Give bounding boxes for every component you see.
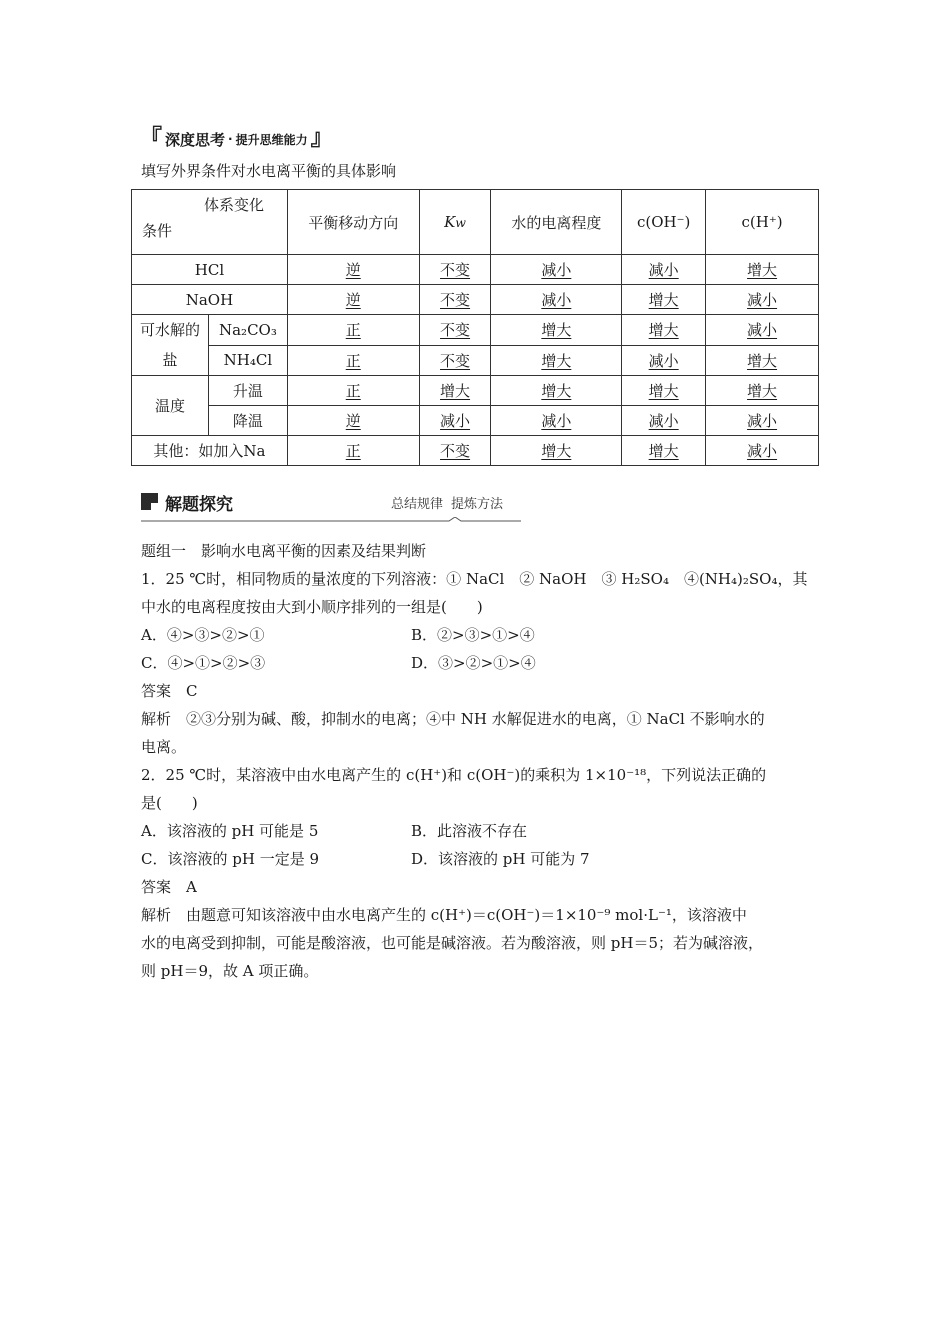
header-c-h: c(H⁺)	[706, 190, 819, 255]
q1-option-c: C．④>①>②>③	[141, 654, 266, 672]
q1-analysis-line1: 解析 ②③分别为碱、酸，抑制水的电离；④中 NH 水解促进水的电离，① NaCl 不影响水的	[141, 710, 765, 728]
cell-degree: 增大	[541, 442, 572, 460]
cell-c-oh: 增大	[648, 321, 679, 340]
row-label: NaOH	[132, 285, 288, 315]
q1-stem-line1: 1．25 ℃时，相同物质的量浓度的下列溶液：① NaCl ② NaOH ③ H₂SO₄ ④(NH₄)₂SO₄，其	[141, 570, 808, 588]
table-row	[132, 345, 819, 376]
row-label: NH₄Cl	[208, 345, 287, 376]
q2-option-c: C．该溶液的 pH 一定是 9	[141, 850, 320, 868]
row-label: 降温	[208, 406, 287, 436]
cell-degree: 增大	[541, 321, 572, 340]
cell-degree: 增大	[541, 351, 572, 370]
cell-shift: 逆	[345, 261, 361, 279]
table-header-row	[132, 190, 819, 255]
cell-kw: 不变	[440, 351, 471, 370]
q2-answer: 答案 A	[141, 878, 197, 896]
title-separator: ·	[228, 132, 233, 146]
q2-options-cd	[141, 845, 821, 873]
q2-option-a: A．该溶液的 pH 可能是 5	[141, 822, 319, 840]
q2-options-ab	[141, 817, 821, 845]
q2-analysis-line3: 则 pH＝9，故 A 项正确。	[141, 962, 319, 980]
cell-degree: 增大	[541, 382, 572, 400]
cell-c-oh: 增大	[648, 291, 679, 309]
header-c-oh: c(OH⁻)	[622, 190, 706, 255]
cell-c-h: 减小	[747, 291, 778, 309]
right-bracket-icon: 』	[310, 126, 333, 151]
q2-stem-line2: 是( )	[141, 794, 198, 812]
section-divider	[141, 517, 521, 525]
deep-thinking-title: 深度思考	[165, 130, 226, 149]
q1-stem-line2: 中水的电离程度按由大到小顺序排列的一组是( )	[141, 598, 483, 616]
diagonal-header-cell	[132, 190, 288, 255]
q2-analysis-line2: 水的电离受到抑制，可能是酸溶液，也可能是碱溶液。若为酸溶液，则 pH＝5；若为碱溶液，	[141, 934, 763, 952]
cell-c-h: 增大	[747, 351, 778, 370]
header-shift: 平衡移动方向	[287, 190, 419, 255]
header-ionization-degree: 水的电离程度	[491, 190, 622, 255]
q2-analysis-line1: 解析 由题意可知该溶液中由水电离产生的 c(H⁺)＝c(OH⁻)＝1×10⁻⁹ mol·L⁻¹，该溶液中	[141, 906, 747, 924]
q1-options-cd	[141, 649, 821, 677]
q1-options-ab	[141, 621, 821, 649]
cell-c-oh: 增大	[648, 382, 679, 400]
table-instruction: 填写外界条件对水电离平衡的具体影响	[141, 162, 397, 180]
cell-c-h: 增大	[747, 261, 778, 279]
q2-stem-line1: 2．25 ℃时，某溶液中由水电离产生的 c(H⁺)和 c(OH⁻)的乘积为 1×10⁻¹⁸，下列说法正确的	[141, 766, 767, 784]
cell-shift: 逆	[345, 291, 361, 309]
table-row	[132, 255, 819, 285]
q2-option-b: B．此溶液不存在	[411, 822, 528, 840]
header-system-change: 体系变化	[204, 196, 265, 214]
cell-c-oh: 增大	[648, 442, 679, 460]
cell-c-h: 减小	[747, 412, 778, 430]
q1-answer: 答案 C	[141, 682, 198, 700]
row-label: HCl	[132, 255, 288, 285]
cell-c-oh: 减小	[648, 412, 679, 430]
cell-degree: 减小	[541, 261, 572, 279]
table-row	[132, 376, 819, 406]
cell-kw: 不变	[440, 321, 471, 340]
deep-thinking-subtitle: 提升思维能力	[235, 132, 308, 147]
row-label: 其他：如加入Na	[132, 436, 288, 466]
cell-kw: 增大	[440, 382, 471, 400]
q1-option-b: B．②>③>①>④	[411, 626, 535, 644]
group-title: 题组一 影响水电离平衡的因素及结果判断	[141, 542, 427, 560]
cell-c-h: 增大	[747, 382, 778, 400]
cell-kw: 不变	[440, 261, 471, 279]
deep-thinking-header	[140, 128, 333, 150]
cell-shift: 逆	[345, 412, 361, 430]
cell-degree: 减小	[541, 412, 572, 430]
header-kw: Kw	[419, 190, 491, 255]
cell-c-oh: 减小	[648, 351, 679, 370]
section-square-icon	[141, 493, 158, 510]
cell-kw: 减小	[440, 412, 471, 430]
problem-exploration-header	[141, 490, 521, 524]
section-sub-summary: 总结规律	[391, 497, 444, 512]
group-label-salt: 可水解的盐	[132, 315, 209, 376]
cell-shift: 正	[345, 382, 361, 400]
header-condition: 条件	[142, 222, 173, 240]
section-sub-method: 提炼方法	[451, 497, 504, 512]
question-content	[141, 537, 821, 985]
water-ionization-table	[131, 189, 819, 466]
cell-kw: 不变	[440, 442, 471, 460]
cell-degree: 减小	[541, 291, 572, 309]
cell-c-h: 减小	[747, 321, 778, 340]
table-row	[132, 315, 819, 346]
table-row	[132, 406, 819, 436]
table-row	[132, 436, 819, 466]
cell-shift: 正	[345, 351, 361, 370]
q1-option-d: D．③>②>①>④	[411, 654, 536, 672]
section-subtitle	[391, 493, 511, 512]
q2-option-d: D．该溶液的 pH 可能为 7	[411, 850, 590, 868]
cell-c-h: 减小	[747, 442, 778, 460]
cell-c-oh: 减小	[648, 261, 679, 279]
cell-shift: 正	[345, 442, 361, 460]
q1-analysis-line2: 电离。	[141, 738, 187, 756]
q1-option-a: A．④>③>②>①	[141, 626, 265, 644]
section-title: 解题探究	[165, 495, 233, 515]
cell-shift: 正	[345, 321, 361, 340]
group-label-temperature: 温度	[132, 376, 209, 436]
row-label: Na₂CO₃	[208, 315, 287, 346]
left-bracket-icon: 『	[140, 126, 163, 151]
table-row	[132, 285, 819, 315]
cell-kw: 不变	[440, 291, 471, 309]
row-label: 升温	[208, 376, 287, 406]
